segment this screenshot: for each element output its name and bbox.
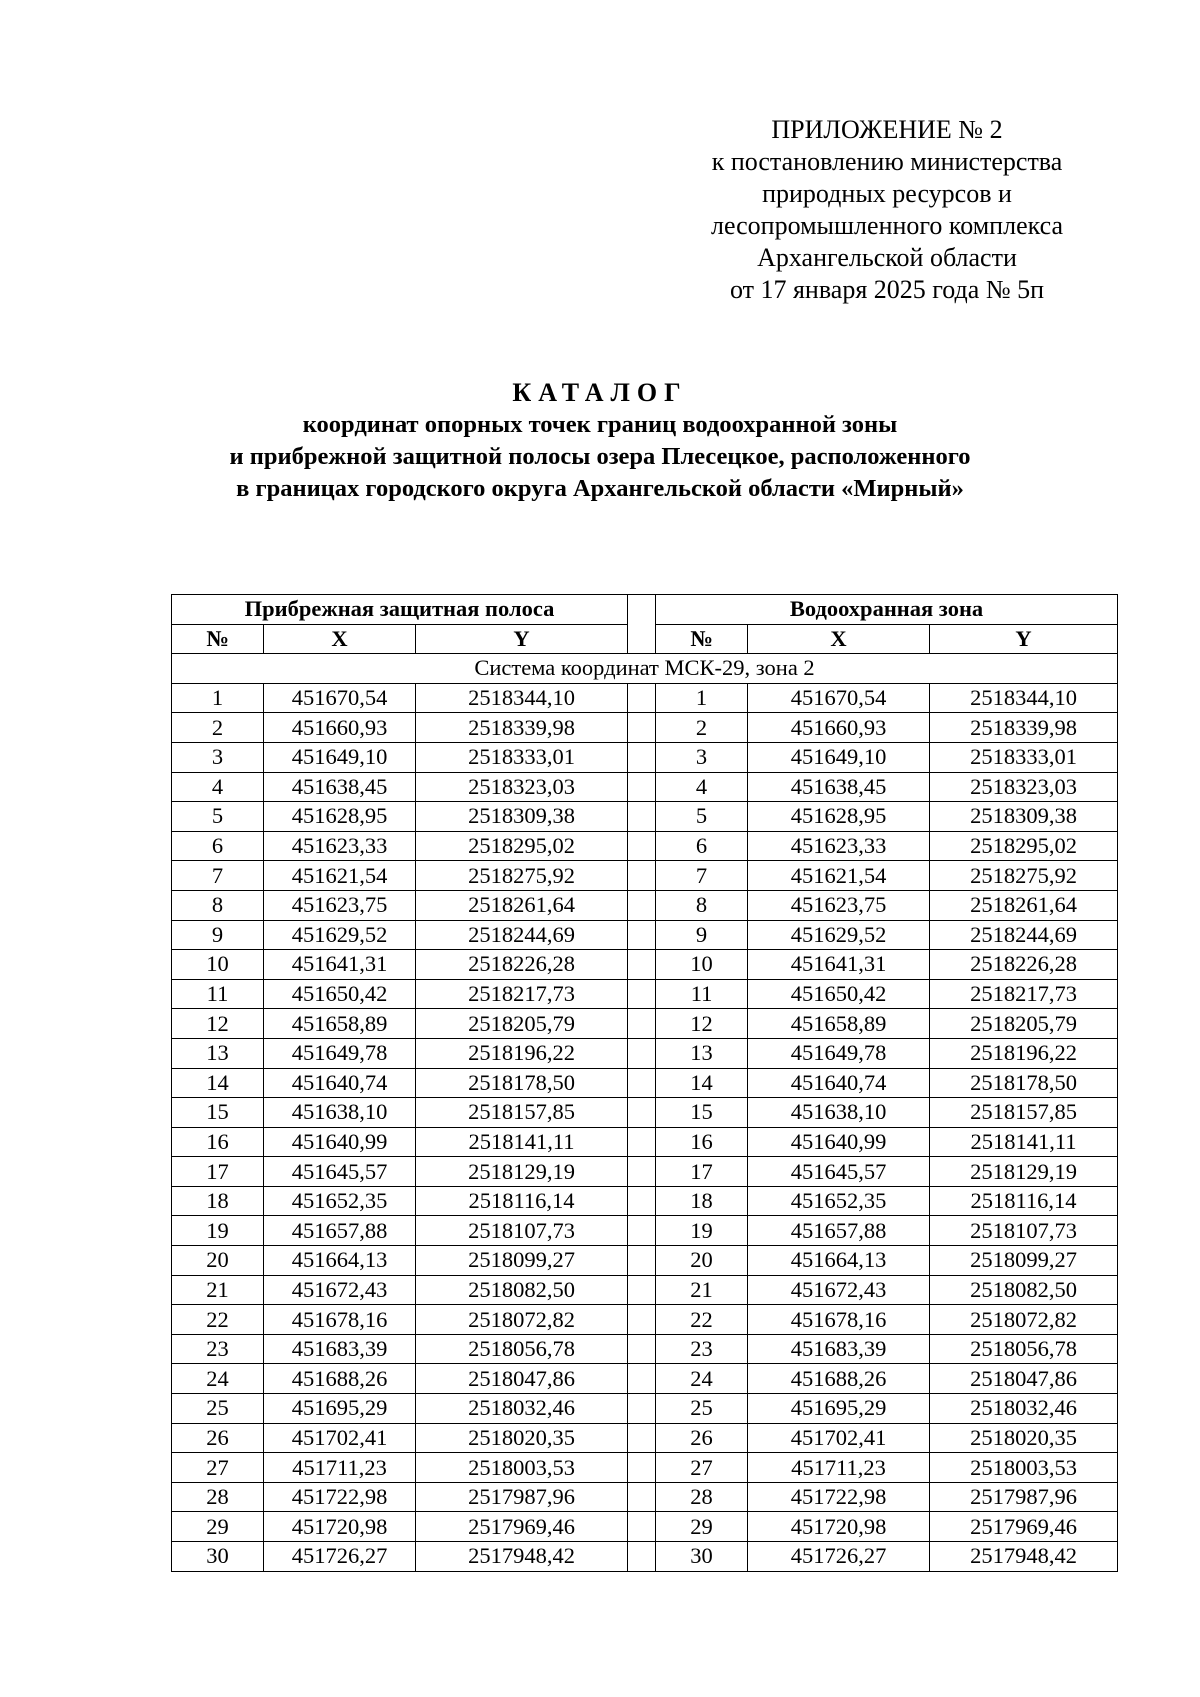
catalog-title: КАТАЛОГ	[512, 378, 688, 407]
x-coordinate-cell: 451660,93	[264, 713, 416, 743]
x-coordinate-cell: 451664,13	[748, 1246, 930, 1276]
y-coordinate-cell: 2517987,96	[416, 1482, 628, 1512]
y-coordinate-cell: 2518141,11	[930, 1127, 1118, 1157]
point-number-cell: 29	[656, 1512, 748, 1542]
y-coordinate-cell: 2518056,78	[930, 1334, 1118, 1364]
point-number-cell: 22	[656, 1305, 748, 1335]
separator-cell	[628, 890, 656, 920]
y-coordinate-cell: 2518333,01	[416, 742, 628, 772]
x-coordinate-cell: 451660,93	[748, 713, 930, 743]
point-number-cell: 24	[172, 1364, 264, 1394]
y-coordinate-cell: 2518217,73	[416, 979, 628, 1009]
x-coordinate-cell: 451649,78	[264, 1038, 416, 1068]
table-row	[172, 1512, 1118, 1542]
x-coordinate-cell: 451640,74	[748, 1068, 930, 1098]
point-number-cell: 8	[656, 890, 748, 920]
appendix-date: от 17 января 2025 года № 5п	[729, 275, 1045, 304]
x-coordinate-cell: 451672,43	[748, 1275, 930, 1305]
table-row	[172, 1098, 1118, 1128]
x-coordinate-cell: 451670,54	[748, 683, 930, 713]
x-coordinate-cell: 451638,10	[748, 1098, 930, 1128]
table-row	[172, 1009, 1118, 1039]
separator-cell	[628, 920, 656, 950]
point-number-cell: 9	[172, 920, 264, 950]
x-coordinate-cell: 451640,99	[748, 1127, 930, 1157]
separator-cell	[628, 831, 656, 861]
point-number-cell: 23	[172, 1334, 264, 1364]
table-row	[172, 890, 1118, 920]
table-row	[172, 1364, 1118, 1394]
y-coordinate-cell: 2518020,35	[930, 1423, 1118, 1453]
separator-cell	[628, 1394, 656, 1424]
appendix-number: ПРИЛОЖЕНИЕ № 2	[771, 115, 1003, 144]
separator-cell	[628, 1305, 656, 1335]
point-number-cell: 13	[656, 1038, 748, 1068]
separator-cell	[628, 1246, 656, 1276]
table-row	[172, 831, 1118, 861]
separator-cell	[628, 1364, 656, 1394]
y-coordinate-cell: 2518344,10	[930, 683, 1118, 713]
point-number-cell: 6	[172, 831, 264, 861]
y-coordinate-cell: 2518323,03	[416, 772, 628, 802]
y-coordinate-cell: 2518129,19	[930, 1157, 1118, 1187]
table-row	[172, 1423, 1118, 1453]
x-coordinate-cell: 451649,78	[748, 1038, 930, 1068]
point-number-cell: 2	[172, 713, 264, 743]
separator-cell	[628, 713, 656, 743]
point-number-cell: 20	[172, 1246, 264, 1276]
point-number-cell: 22	[172, 1305, 264, 1335]
x-coordinate-cell: 451678,16	[264, 1305, 416, 1335]
y-coordinate-cell: 2518344,10	[416, 683, 628, 713]
y-coordinate-cell: 2518196,22	[416, 1038, 628, 1068]
point-number-cell: 14	[172, 1068, 264, 1098]
table-row	[172, 979, 1118, 1009]
y-coordinate-cell: 2518244,69	[930, 920, 1118, 950]
point-number-cell: 27	[172, 1453, 264, 1483]
table-row	[172, 802, 1118, 832]
x-coordinate-cell: 451657,88	[748, 1216, 930, 1246]
group-header-row	[172, 595, 1118, 625]
y-coordinate-cell: 2518217,73	[930, 979, 1118, 1009]
y-coordinate-cell: 2518020,35	[416, 1423, 628, 1453]
point-number-cell: 11	[172, 979, 264, 1009]
separator-cell	[628, 802, 656, 832]
column-header-num: №	[656, 624, 748, 654]
y-coordinate-cell: 2518339,98	[930, 713, 1118, 743]
x-coordinate-cell: 451645,57	[748, 1157, 930, 1187]
x-coordinate-cell: 451683,39	[264, 1334, 416, 1364]
y-coordinate-cell: 2518032,46	[416, 1394, 628, 1424]
point-number-cell: 19	[172, 1216, 264, 1246]
table-row	[172, 713, 1118, 743]
x-coordinate-cell: 451652,35	[748, 1186, 930, 1216]
x-coordinate-cell: 451652,35	[264, 1186, 416, 1216]
point-number-cell: 8	[172, 890, 264, 920]
y-coordinate-cell: 2518261,64	[930, 890, 1118, 920]
table-row	[172, 1216, 1118, 1246]
table-row	[172, 861, 1118, 891]
separator-cell	[628, 683, 656, 713]
point-number-cell: 3	[172, 742, 264, 772]
y-coordinate-cell: 2518099,27	[416, 1246, 628, 1276]
x-coordinate-cell: 451720,98	[264, 1512, 416, 1542]
point-number-cell: 18	[656, 1186, 748, 1216]
separator-cell	[628, 1512, 656, 1542]
separator-cell	[628, 1186, 656, 1216]
point-number-cell: 6	[656, 831, 748, 861]
x-coordinate-cell: 451621,54	[748, 861, 930, 891]
table-row	[172, 1275, 1118, 1305]
x-coordinate-cell: 451683,39	[748, 1334, 930, 1364]
y-coordinate-cell: 2518309,38	[416, 802, 628, 832]
y-coordinate-cell: 2518339,98	[416, 713, 628, 743]
coordinates-table	[171, 594, 1118, 1572]
y-coordinate-cell: 2518032,46	[930, 1394, 1118, 1424]
x-coordinate-cell: 451650,42	[748, 979, 930, 1009]
y-coordinate-cell: 2517987,96	[930, 1482, 1118, 1512]
x-coordinate-cell: 451711,23	[264, 1453, 416, 1483]
point-number-cell: 7	[172, 861, 264, 891]
x-coordinate-cell: 451711,23	[748, 1453, 930, 1483]
separator-cell	[628, 1482, 656, 1512]
point-number-cell: 9	[656, 920, 748, 950]
x-coordinate-cell: 451722,98	[748, 1482, 930, 1512]
table-row	[172, 742, 1118, 772]
column-header-x: X	[748, 624, 930, 654]
separator-cell	[628, 1098, 656, 1128]
point-number-cell: 26	[172, 1423, 264, 1453]
point-number-cell: 21	[656, 1275, 748, 1305]
group-header-shore-strip: Прибрежная защитная полоса	[172, 595, 628, 625]
point-number-cell: 4	[656, 772, 748, 802]
column-header-x: X	[264, 624, 416, 654]
separator-cell	[628, 1009, 656, 1039]
point-number-cell: 30	[656, 1542, 748, 1572]
table-row	[172, 1186, 1118, 1216]
point-number-cell: 16	[656, 1127, 748, 1157]
x-coordinate-cell: 451688,26	[748, 1364, 930, 1394]
point-number-cell: 4	[172, 772, 264, 802]
point-number-cell: 10	[656, 950, 748, 980]
point-number-cell: 12	[172, 1009, 264, 1039]
column-header-y: Y	[416, 624, 628, 654]
x-coordinate-cell: 451670,54	[264, 683, 416, 713]
y-coordinate-cell: 2518047,86	[416, 1364, 628, 1394]
y-coordinate-cell: 2518099,27	[930, 1246, 1118, 1276]
x-coordinate-cell: 451726,27	[264, 1542, 416, 1572]
appendix-line: природных ресурсов и	[762, 179, 1012, 208]
y-coordinate-cell: 2518275,92	[416, 861, 628, 891]
y-coordinate-cell: 2518129,19	[416, 1157, 628, 1187]
table-row	[172, 1305, 1118, 1335]
point-number-cell: 11	[656, 979, 748, 1009]
y-coordinate-cell: 2518116,14	[930, 1186, 1118, 1216]
coord-system-label: Система координат МСК-29, зона 2	[172, 654, 1118, 684]
x-coordinate-cell: 451638,45	[264, 772, 416, 802]
catalog-subtitle-line: координат опорных точек границ водоохранной зоны	[302, 411, 898, 438]
point-number-cell: 5	[656, 802, 748, 832]
x-coordinate-cell: 451638,45	[748, 772, 930, 802]
y-coordinate-cell: 2518157,85	[416, 1098, 628, 1128]
y-coordinate-cell: 2518295,02	[930, 831, 1118, 861]
x-coordinate-cell: 451678,16	[748, 1305, 930, 1335]
table-row	[172, 683, 1118, 713]
point-number-cell: 28	[172, 1482, 264, 1512]
x-coordinate-cell: 451623,33	[264, 831, 416, 861]
y-coordinate-cell: 2518072,82	[930, 1305, 1118, 1335]
point-number-cell: 1	[172, 683, 264, 713]
y-coordinate-cell: 2518157,85	[930, 1098, 1118, 1128]
y-coordinate-cell: 2518226,28	[930, 950, 1118, 980]
x-coordinate-cell: 451726,27	[748, 1542, 930, 1572]
separator-cell	[628, 1275, 656, 1305]
separator-cell	[628, 861, 656, 891]
table-row	[172, 1394, 1118, 1424]
separator-cell	[628, 1038, 656, 1068]
catalog-subtitle-line: в границах городского округа Архангельской области «Мирный»	[236, 475, 964, 502]
y-coordinate-cell: 2518116,14	[416, 1186, 628, 1216]
x-coordinate-cell: 451638,10	[264, 1098, 416, 1128]
x-coordinate-cell: 451640,74	[264, 1068, 416, 1098]
x-coordinate-cell: 451722,98	[264, 1482, 416, 1512]
y-coordinate-cell: 2518226,28	[416, 950, 628, 980]
separator-cell	[628, 1453, 656, 1483]
table-row	[172, 1482, 1118, 1512]
table-row	[172, 950, 1118, 980]
x-coordinate-cell: 451623,33	[748, 831, 930, 861]
y-coordinate-cell: 2518244,69	[416, 920, 628, 950]
y-coordinate-cell: 2518107,73	[930, 1216, 1118, 1246]
x-coordinate-cell: 451650,42	[264, 979, 416, 1009]
x-coordinate-cell: 451641,31	[748, 950, 930, 980]
point-number-cell: 3	[656, 742, 748, 772]
appendix-line: лесопромышленного комплекса	[710, 211, 1063, 240]
y-coordinate-cell: 2518178,50	[930, 1068, 1118, 1098]
point-number-cell: 19	[656, 1216, 748, 1246]
table-row	[172, 1127, 1118, 1157]
y-coordinate-cell: 2518082,50	[416, 1275, 628, 1305]
y-coordinate-cell: 2517948,42	[416, 1542, 628, 1572]
x-coordinate-cell: 451640,99	[264, 1127, 416, 1157]
x-coordinate-cell: 451628,95	[264, 802, 416, 832]
table-row	[172, 1542, 1118, 1572]
point-number-cell: 25	[656, 1394, 748, 1424]
y-coordinate-cell: 2518196,22	[930, 1038, 1118, 1068]
point-number-cell: 17	[172, 1157, 264, 1187]
x-coordinate-cell: 451649,10	[748, 742, 930, 772]
x-coordinate-cell: 451695,29	[748, 1394, 930, 1424]
coord-system-row	[172, 654, 1118, 684]
separator-cell	[628, 772, 656, 802]
separator-cell	[628, 1216, 656, 1246]
y-coordinate-cell: 2518275,92	[930, 861, 1118, 891]
point-number-cell: 10	[172, 950, 264, 980]
point-number-cell: 17	[656, 1157, 748, 1187]
x-coordinate-cell: 451720,98	[748, 1512, 930, 1542]
y-coordinate-cell: 2518003,53	[416, 1453, 628, 1483]
point-number-cell: 25	[172, 1394, 264, 1424]
separator-cell	[628, 1423, 656, 1453]
column-header-num: №	[172, 624, 264, 654]
point-number-cell: 1	[656, 683, 748, 713]
y-coordinate-cell: 2518178,50	[416, 1068, 628, 1098]
y-coordinate-cell: 2517948,42	[930, 1542, 1118, 1572]
table-row	[172, 1157, 1118, 1187]
point-number-cell: 16	[172, 1127, 264, 1157]
point-number-cell: 15	[172, 1098, 264, 1128]
x-coordinate-cell: 451641,31	[264, 950, 416, 980]
x-coordinate-cell: 451629,52	[748, 920, 930, 950]
point-number-cell: 27	[656, 1453, 748, 1483]
column-header-y: Y	[930, 624, 1118, 654]
group-header-water-zone: Водоохранная зона	[656, 595, 1118, 625]
y-coordinate-cell: 2518295,02	[416, 831, 628, 861]
appendix-header	[686, 114, 1088, 306]
point-number-cell: 18	[172, 1186, 264, 1216]
y-coordinate-cell: 2518205,79	[930, 1009, 1118, 1039]
point-number-cell: 26	[656, 1423, 748, 1453]
point-number-cell: 14	[656, 1068, 748, 1098]
y-coordinate-cell: 2518003,53	[930, 1453, 1118, 1483]
y-coordinate-cell: 2518107,73	[416, 1216, 628, 1246]
x-coordinate-cell: 451702,41	[748, 1423, 930, 1453]
point-number-cell: 24	[656, 1364, 748, 1394]
point-number-cell: 28	[656, 1482, 748, 1512]
y-coordinate-cell: 2518072,82	[416, 1305, 628, 1335]
y-coordinate-cell: 2517969,46	[930, 1512, 1118, 1542]
x-coordinate-cell: 451664,13	[264, 1246, 416, 1276]
x-coordinate-cell: 451629,52	[264, 920, 416, 950]
table-row	[172, 1246, 1118, 1276]
table-row	[172, 772, 1118, 802]
point-number-cell: 21	[172, 1275, 264, 1305]
separator-cell	[628, 1127, 656, 1157]
y-coordinate-cell: 2518056,78	[416, 1334, 628, 1364]
table-row	[172, 1334, 1118, 1364]
x-coordinate-cell: 451658,89	[748, 1009, 930, 1039]
point-number-cell: 29	[172, 1512, 264, 1542]
column-separator	[628, 595, 656, 654]
table-row	[172, 920, 1118, 950]
x-coordinate-cell: 451658,89	[264, 1009, 416, 1039]
catalog-heading	[150, 377, 1050, 505]
point-number-cell: 20	[656, 1246, 748, 1276]
y-coordinate-cell: 2518261,64	[416, 890, 628, 920]
x-coordinate-cell: 451688,26	[264, 1364, 416, 1394]
point-number-cell: 23	[656, 1334, 748, 1364]
y-coordinate-cell: 2518082,50	[930, 1275, 1118, 1305]
table-row	[172, 1068, 1118, 1098]
table-row	[172, 1038, 1118, 1068]
y-coordinate-cell: 2518047,86	[930, 1364, 1118, 1394]
appendix-line: к постановлению министерства	[711, 147, 1063, 176]
separator-cell	[628, 1334, 656, 1364]
point-number-cell: 13	[172, 1038, 264, 1068]
appendix-line: Архангельской области	[757, 243, 1017, 272]
separator-cell	[628, 1068, 656, 1098]
y-coordinate-cell: 2518333,01	[930, 742, 1118, 772]
x-coordinate-cell: 451628,95	[748, 802, 930, 832]
point-number-cell: 5	[172, 802, 264, 832]
point-number-cell: 30	[172, 1542, 264, 1572]
separator-cell	[628, 979, 656, 1009]
y-coordinate-cell: 2518205,79	[416, 1009, 628, 1039]
x-coordinate-cell: 451621,54	[264, 861, 416, 891]
point-number-cell: 15	[656, 1098, 748, 1128]
x-coordinate-cell: 451645,57	[264, 1157, 416, 1187]
y-coordinate-cell: 2518323,03	[930, 772, 1118, 802]
x-coordinate-cell: 451695,29	[264, 1394, 416, 1424]
point-number-cell: 12	[656, 1009, 748, 1039]
x-coordinate-cell: 451672,43	[264, 1275, 416, 1305]
y-coordinate-cell: 2517969,46	[416, 1512, 628, 1542]
y-coordinate-cell: 2518141,11	[416, 1127, 628, 1157]
x-coordinate-cell: 451623,75	[264, 890, 416, 920]
catalog-subtitle-line: и прибрежной защитной полосы озера Плесецкое, расположенного	[229, 443, 971, 470]
x-coordinate-cell: 451649,10	[264, 742, 416, 772]
x-coordinate-cell: 451623,75	[748, 890, 930, 920]
table-row	[172, 1453, 1118, 1483]
x-coordinate-cell: 451702,41	[264, 1423, 416, 1453]
y-coordinate-cell: 2518309,38	[930, 802, 1118, 832]
point-number-cell: 2	[656, 713, 748, 743]
separator-cell	[628, 1542, 656, 1572]
separator-cell	[628, 1157, 656, 1187]
separator-cell	[628, 950, 656, 980]
separator-cell	[628, 742, 656, 772]
x-coordinate-cell: 451657,88	[264, 1216, 416, 1246]
point-number-cell: 7	[656, 861, 748, 891]
